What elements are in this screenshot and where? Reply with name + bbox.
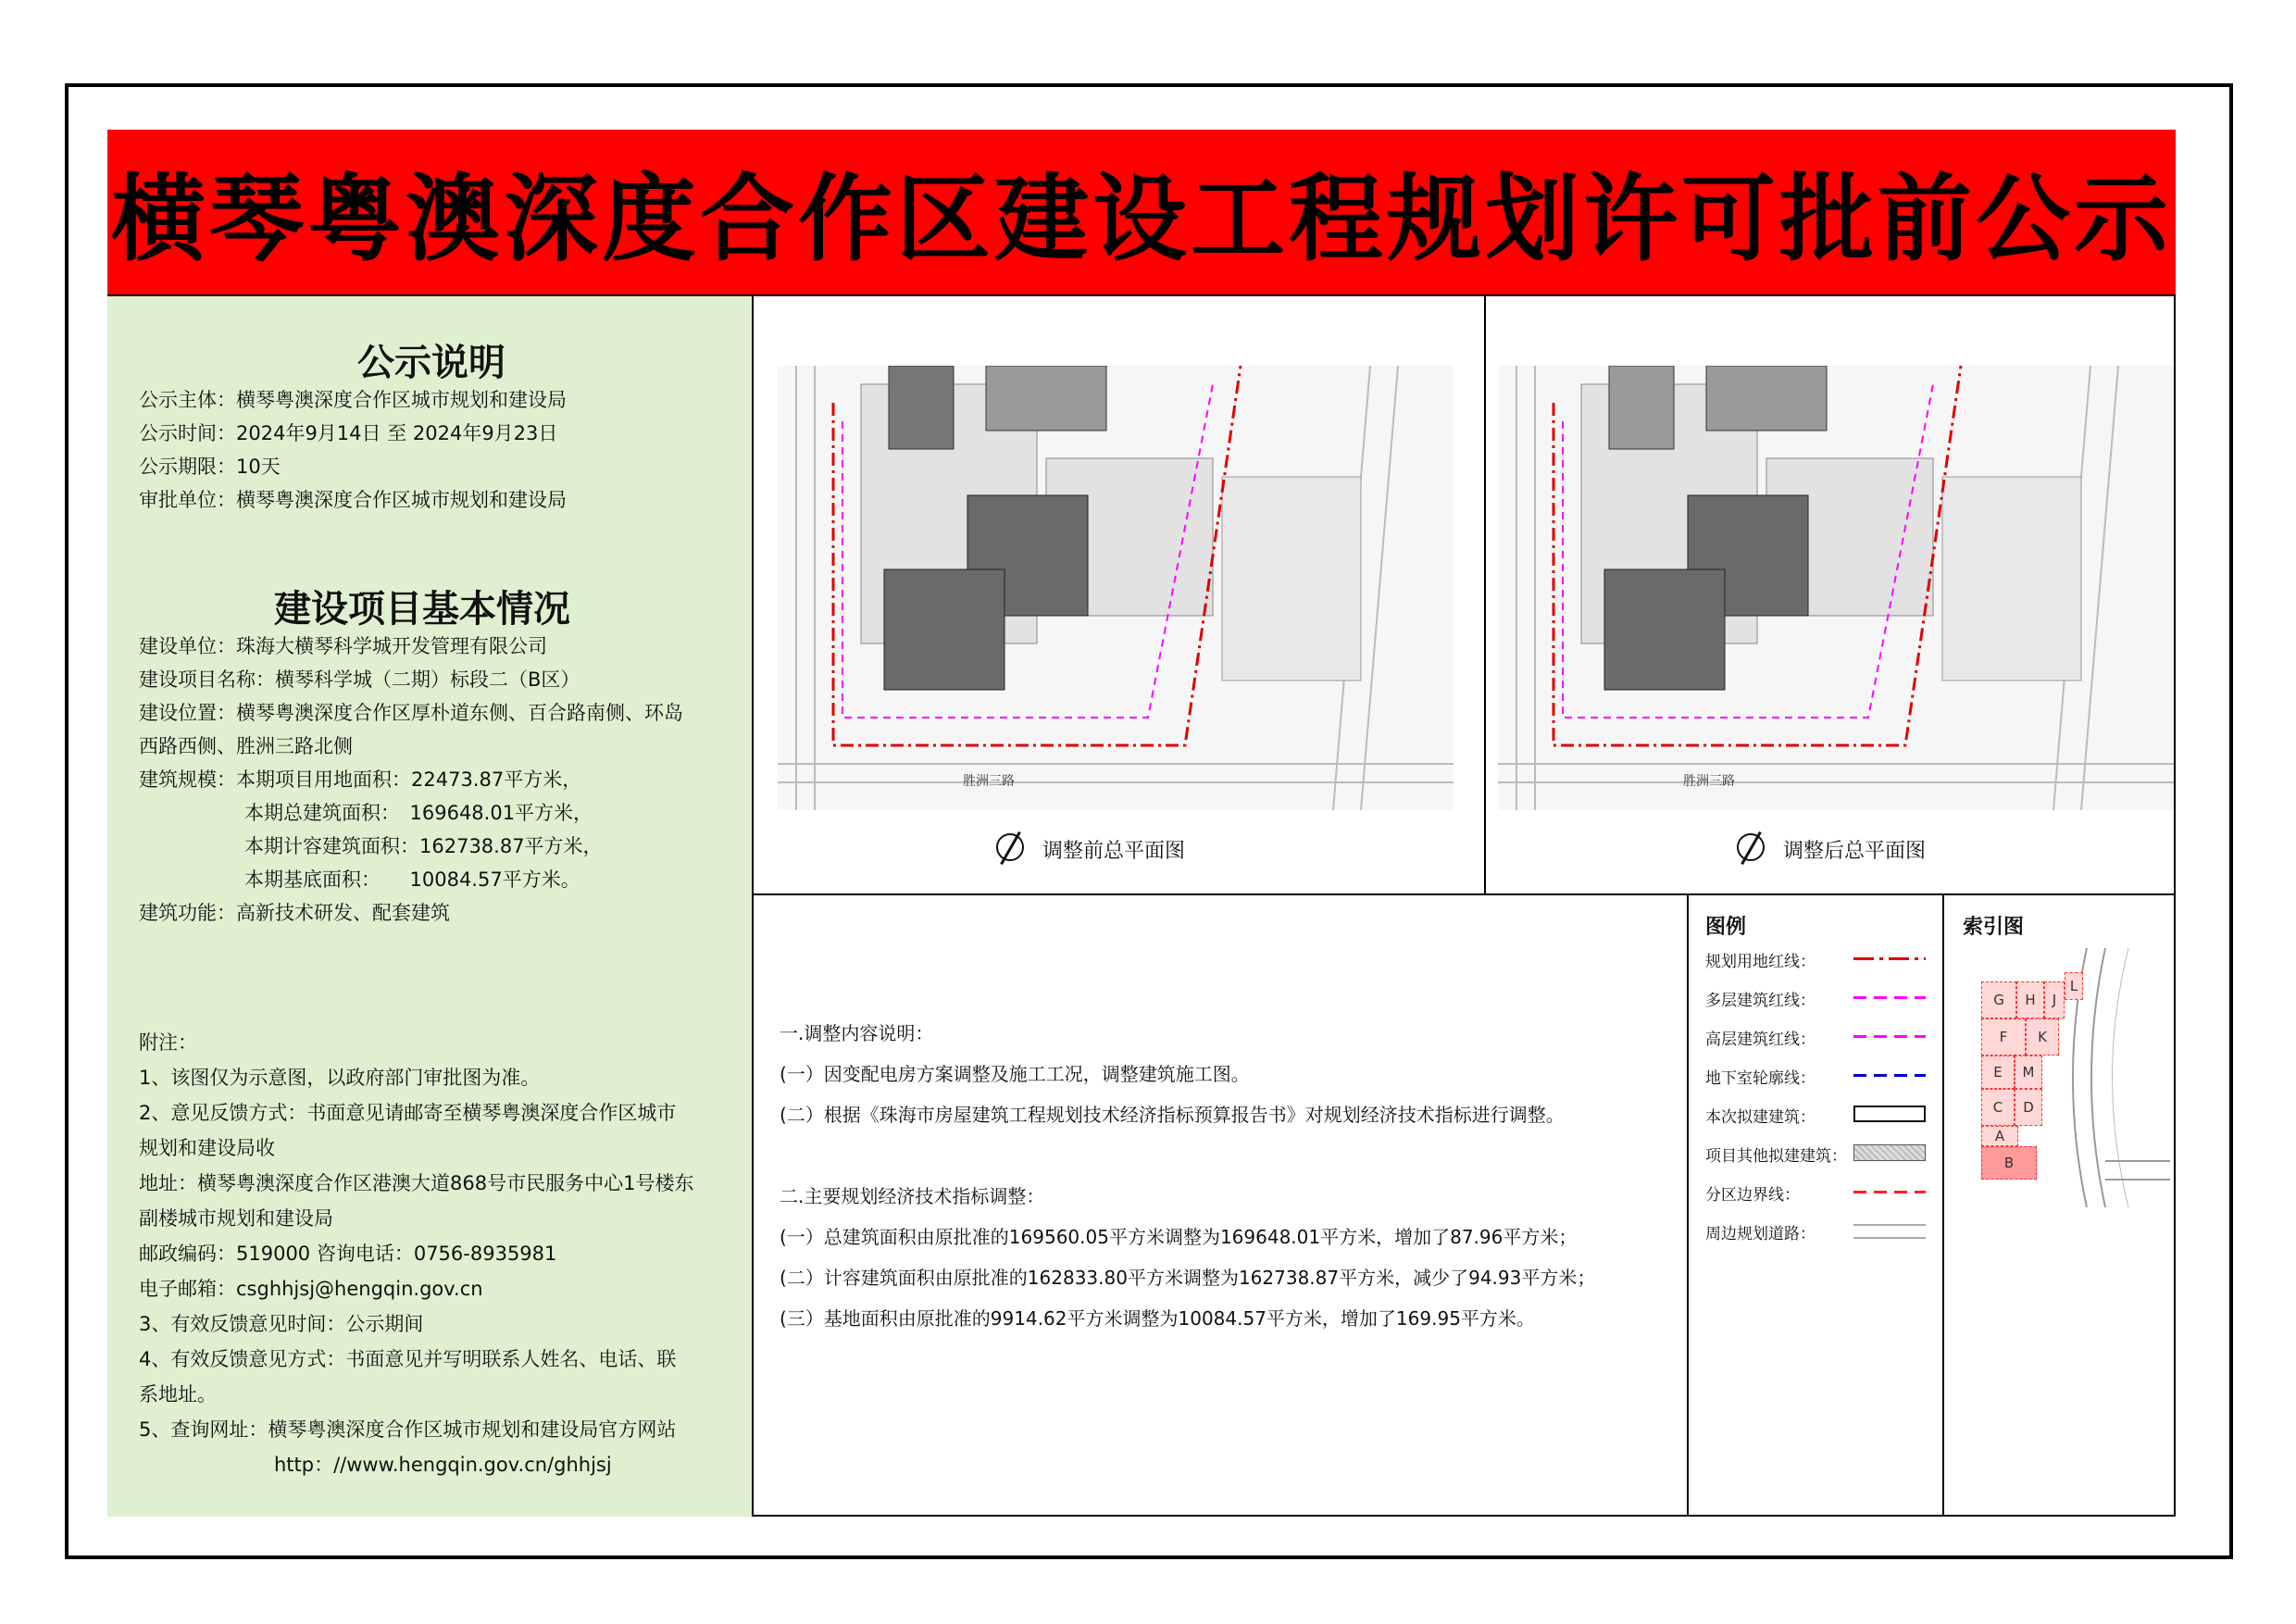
adjust-line: (一）总建筑面积由原批准的169560.05平方米调整为169648.01平方米，增加了87.96平方米； — [780, 1226, 1578, 1248]
project-unit: 建设单位：珠海大横琴科学城开发管理有限公司 — [139, 635, 547, 657]
project-scale: 建筑规模：本期项目用地面积：22473.87平方米， — [139, 768, 582, 791]
legend-title: 图例 — [1705, 916, 1747, 939]
notice-line: 公示期限：10天 — [139, 456, 281, 478]
index-zone-d: D — [2015, 1089, 2042, 1126]
note-line: 系地址。 — [139, 1383, 217, 1405]
adjust-line: (三）基地面积由原批准的9914.62平方米调整为10084.57平方米，增加了169.95平方米。 — [780, 1307, 1535, 1330]
index-map-title: 索引图 — [1963, 916, 2025, 939]
index-zone-e: E — [1981, 1056, 2015, 1089]
note-line: 副楼城市规划和建设局 — [139, 1207, 333, 1230]
note-line: 邮政编码：519000 咨询电话：0756-8935981 — [139, 1243, 557, 1265]
index-zone-g: G — [1981, 981, 2016, 1018]
adjust-line: (一）因变配电房方案调整及施工工况，调整建筑施工图。 — [780, 1063, 1250, 1085]
index-zone-k: K — [2026, 1018, 2059, 1056]
note-line: 电子邮箱：csghhjsj@hengqin.gov.cn — [139, 1278, 483, 1300]
notes-heading: 附注： — [139, 1031, 197, 1054]
north-arrow-icon — [1737, 833, 1765, 861]
legend-item: 规划用地红线： — [1705, 944, 1937, 972]
notice-heading: 公示说明 — [357, 342, 505, 384]
index-zone-m: M — [2015, 1056, 2042, 1089]
left-info-panel — [107, 296, 754, 1517]
note-line: 4、有效反馈意见方式：书面意见并写明联系人姓名、电话、联 — [139, 1348, 677, 1370]
note-line-url[interactable]: http：//www.hengqin.gov.cn/ghhjsj — [274, 1454, 612, 1476]
legend-blue-dash — [1853, 1074, 1926, 1077]
index-zone-b: B — [1981, 1146, 2037, 1180]
site-plan-before — [778, 366, 1454, 810]
index-zone-l: L — [2065, 972, 2083, 1000]
legend-item: 本次拟建建筑： — [1705, 1100, 1937, 1128]
index-zone-j: J — [2044, 981, 2065, 1018]
legend-divider — [1687, 895, 1689, 1517]
road-label: 胜洲三路 — [963, 774, 1015, 789]
notice-line: 公示主体：横琴粤澳深度合作区城市规划和建设局 — [139, 389, 567, 411]
project-scale-far: 本期计容建筑面积：162738.87平方米， — [244, 835, 603, 857]
legend-item: 多层建筑红线： — [1705, 983, 1937, 1011]
banner-title: 横琴粤澳深度合作区建设工程规划许可批前公示 — [111, 165, 2172, 275]
note-line: 2、意见反馈方式：书面意见请邮寄至横琴粤澳深度合作区城市 — [139, 1102, 677, 1124]
project-scale-total: 本期总建筑面积： 169648.01平方米， — [244, 802, 593, 824]
plan-caption-before: 调整前总平面图 — [1042, 840, 1186, 863]
legend-item: 项目其他拟建建筑： — [1705, 1139, 1937, 1167]
index-divider — [1942, 895, 1944, 1517]
legend-red-dash — [1853, 1191, 1926, 1193]
north-arrow-icon — [996, 833, 1024, 861]
index-zone-h: H — [2016, 981, 2044, 1018]
index-zone-a: A — [1981, 1126, 2018, 1146]
site-plan-before-drawing — [778, 366, 1454, 810]
project-scale-base: 本期基底面积： 10084.57平方米。 — [244, 868, 580, 891]
legend-magenta-dash — [1853, 996, 1926, 999]
note-line: 5、查询网址：横琴粤澳深度合作区城市规划和建设局官方网站 — [139, 1418, 677, 1441]
adjust-section2-title: 二.主要规划经济技术指标调整： — [780, 1185, 1045, 1207]
index-zone-c: C — [1981, 1089, 2015, 1126]
index-map — [1948, 948, 2170, 1207]
legend-red-dashdot — [1853, 957, 1926, 960]
legend-item: 周边规划道路： — [1705, 1217, 1937, 1244]
legend-box-symbol — [1853, 1106, 1926, 1122]
note-line: 3、有效反馈意见时间：公示期间 — [139, 1313, 424, 1335]
notice-line: 审批单位：横琴粤澳深度合作区城市规划和建设局 — [139, 489, 567, 511]
plan-caption-after: 调整后总平面图 — [1783, 840, 1927, 863]
section-divider — [754, 893, 2176, 895]
site-plan-after-drawing — [1498, 366, 2174, 810]
legend-item: 地下室轮廓线： — [1705, 1061, 1937, 1089]
legend-item: 分区边界线： — [1705, 1178, 1937, 1206]
project-heading: 建设项目基本情况 — [274, 588, 570, 631]
banner — [107, 130, 2176, 296]
adjust-line: (二）计容建筑面积由原批准的162833.80平方米调整为162738.87平方米，减少了94.93平方米； — [780, 1267, 1596, 1289]
plan-divider — [1484, 296, 1486, 893]
notice-line: 公示时间：2024年9月14日 至 2024年9月23日 — [139, 422, 558, 444]
note-line: 规划和建设局收 — [139, 1137, 275, 1159]
legend-road-symbol — [1853, 1224, 1926, 1239]
legend-hatch-symbol — [1853, 1144, 1926, 1161]
road-label: 胜洲三路 — [1683, 774, 1735, 789]
project-location: 建设位置：横琴粤澳深度合作区厚朴道东侧、百合路南侧、环岛 — [139, 702, 683, 724]
site-plan-after — [1498, 366, 2174, 810]
adjust-section1-title: 一.调整内容说明： — [780, 1022, 934, 1044]
note-line: 地址：横琴粤澳深度合作区港澳大道868号市民服务中心1号楼东 — [139, 1172, 694, 1194]
project-location-cont: 西路西侧、胜洲三路北侧 — [139, 735, 353, 757]
note-line: 1、该图仅为示意图，以政府部门审批图为准。 — [139, 1067, 541, 1089]
index-zone-f: F — [1981, 1018, 2026, 1056]
project-function: 建筑功能：高新技术研发、配套建筑 — [139, 902, 450, 924]
adjust-line: (二）根据《珠海市房屋建筑工程规划技术经济指标预算报告书》对规划经济技术指标进行调整。 — [780, 1104, 1565, 1126]
legend-item: 高层建筑红线： — [1705, 1022, 1937, 1050]
legend-magenta-dash — [1853, 1035, 1926, 1038]
project-name: 建设项目名称：横琴科学城（二期）标段二（B区） — [139, 668, 580, 691]
